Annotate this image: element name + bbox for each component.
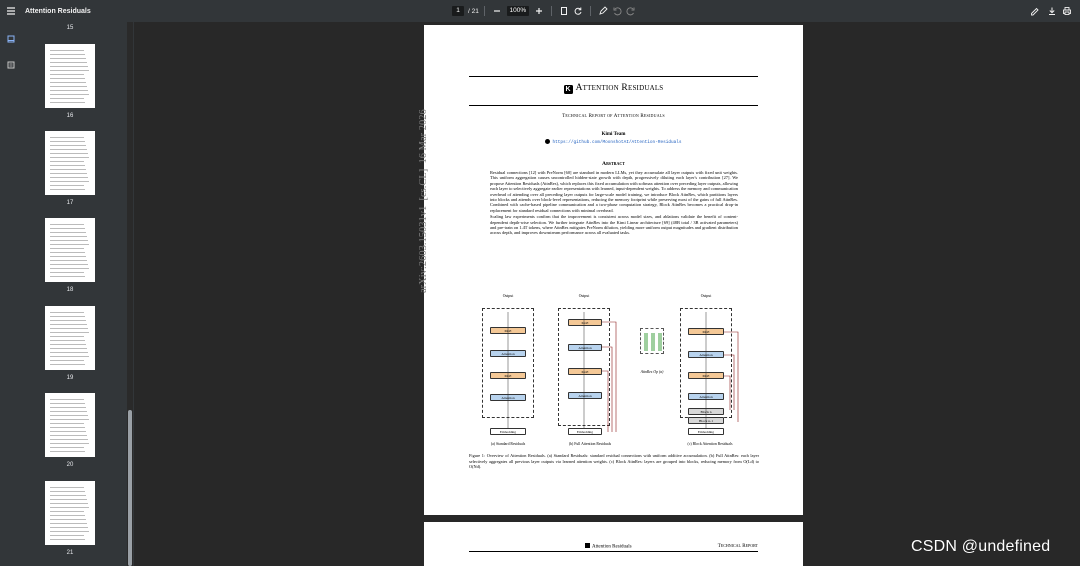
paper-url-link[interactable]: https://github.com/MoonshotAI/Attention-Residuals [552,140,682,145]
zoom-out-icon[interactable] [490,4,504,18]
thumbnail-text-line [50,535,84,536]
download-icon[interactable] [1045,4,1059,18]
thumbnail-text-line [50,507,89,508]
thumbnail-text-line [50,102,85,103]
page-thumbnail[interactable] [45,306,95,370]
thumbnail-text-line [50,499,87,500]
thumbnail-text-line [50,320,86,321]
thumbnail-text-line [50,86,87,87]
thumbnail-scroll-thumb[interactable] [128,410,132,566]
kimi-logo-icon [585,543,590,548]
kimi-logo-icon: K [565,86,571,93]
thumbnail-text-line [50,336,84,337]
moe-block: MoE [568,319,602,326]
thumbnail-text-line [50,177,88,178]
thumbnail-text-line [50,399,84,400]
menu-icon[interactable] [4,4,18,18]
page2-header-right: Technical Report [717,544,758,549]
thumbnail-text-line [50,360,84,361]
thumbnail-text-line [50,66,88,67]
thumbnail-text-line [50,415,88,416]
outline-view-icon[interactable] [4,58,18,72]
zoom-in-icon[interactable] [532,4,546,18]
moe-block: MoE [490,372,526,379]
thumbnail-text-line [50,272,84,273]
abstract-paragraph-1: Residual connections [12] with PreNorm [60] are standard in modern LLMs, yet they accumulate all layer outputs with fixed unit weights. This uniform aggregation causes uncontrolled hidden-state growth with depth, progressively diluting each layer's contribution [27]. We propose Attention Residuals (AttnRes), which replaces this fixed accumulation with softmax attention over preceding layer outputs, allowing each layer to selectively aggregate earlier representations with learned, input-dependent weights. To address the memory and communication overhead of attending over all preceding layer outputs for large-scale model training, we introduce Block AttnRes, which partitions layers into blocks and attends over block-level representations, reducing the memory footprint while preserving most of the gains of full AttnRes. Combined with cache-based pipeline communication and a two-phase computation strategy, Block AttnRes becomes a practical drop-in replacement for standard residual connections with minimal overhead. [490,170,739,213]
attention-block: Attention [568,392,602,399]
thumbnail-text-line [50,348,87,349]
embedding-block: Embedding [490,428,526,435]
thumbnail-text-line [50,145,86,146]
paper-title-block [469,83,758,94]
thumbnail-text-line [50,523,87,524]
output-label: Output [578,294,590,298]
figure-1-caption: Figure 1: Overview of Attention Residuals. (a) Standard Residuals: standard residual connections with uniform additive accumulation. (b) Full AttnRes: each layer selectively aggregates all previous layer outputs via learned attention weights. (c) Block AttnRes: layers are grouped into blocks, reducing memory from O(Ld) to O(Nd). [469,453,759,470]
thumbnail-text-line [50,431,86,432]
fit-page-icon[interactable] [557,4,571,18]
moe-block: MoE [568,368,602,375]
embedding-block: Embedding [688,428,724,435]
thumbnail-text-line [50,443,89,444]
paper-title: Attention Residuals [575,83,664,93]
thumbnail-text-line [50,50,84,51]
thumbnail-text-line [50,276,85,277]
attention-block: Attention [688,351,724,358]
abstract-paragraph-2: Scaling law experiments confirm that the improvement is consistent across model sizes, and ablations validate the benefit of content-dependent depth-wise selection. We further integrate AttnRes into the Kimi Linear architecture [69] (48B total / 3B activated parameters) and pre-train on 1.4T tokens, where AttnRes mitigates PreNorm dilution, yielding more uniform output magnitudes and gradient distribution across depth, and improves downstream performance across all evaluated tasks. [490,214,738,236]
draw-icon[interactable] [596,4,610,18]
figure-1 [476,292,756,452]
abstract-body [490,170,738,236]
thumbnail-text-line [50,62,87,63]
thumbnail-text-line [50,423,84,424]
redo-icon[interactable] [624,4,638,18]
thumbnail-text-line [50,407,86,408]
thumbnail-text-line [50,344,86,345]
thumbnail-text-line [50,90,88,91]
thumbnail-text-line [50,515,85,516]
arxiv-stamp: arXiv:2603.15031v1 [cs.CL] 16 Mar 2026 [418,109,429,293]
thumbnail-text-line [50,181,89,182]
subfigure-c-caption: (c) Block Attention Residuals [687,442,733,446]
thumbnail-text-line [50,340,85,341]
attention-block: Attention [490,350,526,357]
thumbnail-text-line [50,157,89,158]
embedding-block: Embedding [568,428,602,435]
thumbnail-text-line [50,439,88,440]
page2-header-left [585,543,632,550]
block-n-minus-1-label: Block n-1 [688,417,724,424]
thumbnail-text-line [50,240,88,241]
thumbnail-text-line [50,256,86,257]
thumbnail-text-line [50,435,87,436]
document-title: Attention Residuals [25,7,91,15]
output-label: Output [502,294,514,298]
abstract-heading: Abstract [602,161,625,167]
page-thumbnail[interactable] [45,481,95,545]
thumbnail-text-line [50,58,86,59]
toolbar-divider [590,6,591,16]
thumbnail-text-line [50,252,85,253]
watermark-text: CSDN @undefined [911,538,1051,555]
thumbnail-text-line [50,487,84,488]
thumbnail-text-line [50,519,86,520]
thumbnail-text-line [50,352,88,353]
thumbnail-text-line [50,364,85,365]
title-rule-top [469,76,758,77]
thumbnail-text-line [50,189,85,190]
thumbnail-label: 20 [66,462,74,468]
thumbnail-text-line [50,419,89,420]
document-viewer[interactable] [134,22,1080,566]
thumbnail-text-line [50,268,89,269]
thumbnail-text-line [50,94,89,95]
thumbnail-label: 15 [66,25,74,31]
toolbar-divider [551,6,552,16]
thumbnail-text-line [50,141,85,142]
page2-header-rule [469,551,758,552]
thumbnail-text-line [50,356,89,357]
thumbnail-text-line [50,312,84,313]
block-n-label: Block n [688,408,724,415]
thumbnail-text-line [50,264,88,265]
toolbar-divider [484,6,485,16]
github-icon [545,139,550,144]
annotate-icon[interactable] [1028,4,1042,18]
thumbnail-text-line [50,491,85,492]
moe-block: MoE [490,327,526,334]
print-icon[interactable] [1060,4,1074,18]
thumbnail-text-line [50,54,85,55]
paper-url-block [469,139,758,145]
page-thumbnail[interactable] [45,393,95,457]
thumbnail-text-line [50,161,84,162]
thumbnail-label: 16 [66,113,74,119]
thumbnail-panel [22,22,134,566]
thumbnail-view-icon[interactable] [4,32,18,46]
thumbnail-text-line [50,447,84,448]
page-thumbnail[interactable] [45,131,95,195]
thumbnail-text-line [50,173,87,174]
thumbnail-text-line [50,260,87,261]
paper-author: Kimi Team [601,132,626,137]
pdf-toolbar [0,0,1080,22]
moe-block: MoE [688,328,724,335]
undo-icon[interactable] [610,4,624,18]
thumbnail-text-line [50,224,84,225]
zoom-input[interactable]: 100% [507,6,529,16]
thumbnail-label: 19 [66,375,74,381]
thumbnail-text-line [50,137,84,138]
thumbnail-label: 18 [66,287,74,293]
attention-block: Attention [568,344,602,351]
thumbnail-text-line [50,244,89,245]
thumbnail-text-line [50,98,84,99]
thumbnail-text-line [50,328,88,329]
thumbnail-text-line [50,149,87,150]
attention-block: Attention [688,393,724,400]
page-thumbnail[interactable] [45,44,95,108]
moe-block: MoE [688,372,724,379]
thumbnail-text-line [50,539,85,540]
thumbnail-text-line [50,316,85,317]
thumbnail-text-line [50,427,85,428]
thumbnail-text-line [50,527,88,528]
paper-subtitle: Technical Report of Attention Residuals [562,114,665,119]
pdf-page-1 [418,25,803,515]
thumbnail-text-line [50,451,85,452]
subfigure-b-caption: (b) Full Attention Residuals [568,442,612,446]
thumbnail-text-line [50,324,87,325]
thumbnail-text-line [50,531,89,532]
thumbnail-text-line [50,503,88,504]
thumbnail-text-line [50,74,84,75]
thumbnail-text-line [50,82,86,83]
thumbnail-text-line [50,236,87,237]
attnres-op-label: AttnRes Op (α) [640,370,664,374]
attention-block: Attention [490,394,526,401]
thumbnail-text-line [50,248,84,249]
thumbnail-text-line [50,165,85,166]
thumbnail-text-line [50,153,88,154]
thumbnail-label: 21 [66,550,74,556]
page-thumbnail[interactable] [45,218,95,282]
sidebar-view-switcher [0,22,22,566]
thumbnail-text-line [50,70,89,71]
page2-header-title: Attention Residuals [592,544,632,550]
thumbnail-label: 17 [66,200,74,206]
thumbnail-text-line [50,228,85,229]
thumbnail-text-line [50,185,84,186]
thumbnail-text-line [50,403,85,404]
thumbnail-text-line [50,232,86,233]
pdf-page-2 [424,522,803,566]
subfigure-a-caption: (a) Standard Residuals [490,442,526,446]
output-label: Output [700,294,712,298]
page-total: / 21 [468,7,479,15]
thumbnail-text-line [50,411,87,412]
rotate-icon[interactable] [571,4,585,18]
thumbnail-text-line [50,169,86,170]
page-number-input[interactable]: 1 [452,6,464,16]
figure-connectors [476,292,756,442]
thumbnail-text-line [50,495,86,496]
thumbnail-text-line [50,511,84,512]
thumbnail-text-line [50,332,89,333]
thumbnail-text-line [50,78,85,79]
title-rule-bottom [469,105,758,106]
